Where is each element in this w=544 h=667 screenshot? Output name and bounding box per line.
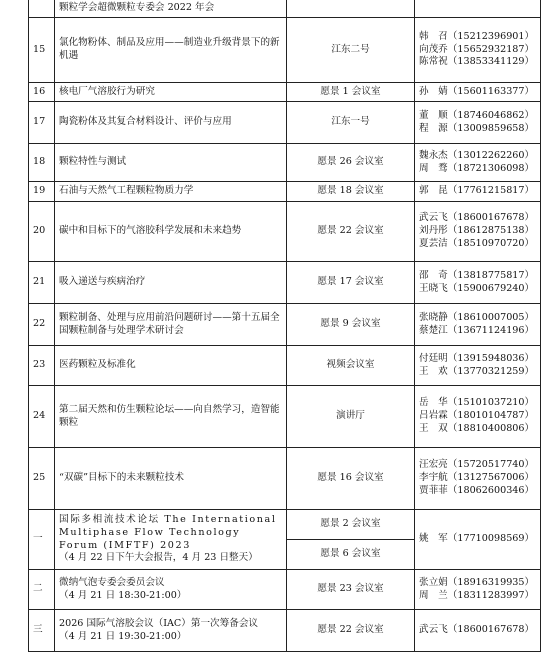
schedule-table [28, 0, 541, 652]
session-contacts [415, 202, 541, 262]
contact-line: 付廷明（13915948036） [419, 352, 535, 364]
session-topic: 吸入递送与疾病治疗 [55, 262, 287, 304]
table-row [29, 570, 541, 610]
contact-line: 魏永杰（13012262260） [419, 149, 535, 161]
contact-line: 武云飞（18600167678） [419, 212, 535, 224]
session-room: 愿景 26 会议室 [287, 144, 415, 182]
session-contacts [415, 570, 541, 610]
session-room: 演讲厅 [287, 386, 415, 448]
row-number: 15 [29, 18, 55, 83]
session-topic: 碳中和目标下的气溶胶科学发展和未来趋势 [55, 202, 287, 262]
contact-line: 武云飞（18600167678） [419, 624, 535, 636]
contact-line: 陈常祝（13853341129） [419, 56, 535, 68]
session-room: 愿景 22 会议室 [287, 610, 415, 652]
table-row [29, 346, 541, 386]
table-row [29, 182, 541, 202]
contact-line: 蔡楚江（13671124196） [419, 324, 535, 336]
session-room: 愿景 18 会议室 [287, 182, 415, 202]
contact-line: 姚 军（17710098569） [419, 533, 535, 545]
contact-line: 贾菲菲（18062600346） [419, 484, 535, 496]
contact-line: 张晓静（18610007005） [419, 311, 535, 323]
session-topic [55, 510, 287, 570]
contact-line: 王 双（18810400806） [419, 422, 535, 434]
session-topic: 颗粒学会超微颗粒专委会 2022 年会 [55, 0, 287, 18]
row-number: 18 [29, 144, 55, 182]
session-room: 愿景 6 会议室 [287, 540, 415, 570]
session-contacts [415, 386, 541, 448]
table-row [29, 262, 541, 304]
session-room: 愿景 23 会议室 [287, 570, 415, 610]
contact-line: 邵 奇（13818775817） [419, 269, 535, 281]
contact-line: 刘丹彤（18612875138） [419, 225, 535, 237]
session-topic: 第二届天然和仿生颗粒论坛——向自然学习，造智能颗粒 [55, 386, 287, 448]
table-row [29, 448, 541, 510]
session-contacts [415, 83, 541, 102]
table-row [29, 386, 541, 448]
row-number: 16 [29, 83, 55, 102]
topic-note: （4 月 21 日 19:30-21:00） [59, 630, 187, 642]
session-contacts [415, 304, 541, 346]
table-row [29, 144, 541, 182]
session-contacts [415, 102, 541, 144]
contact-line: 董 顺（18746046862） [419, 109, 535, 121]
session-contacts [415, 182, 541, 202]
session-contacts [415, 262, 541, 304]
row-number: 19 [29, 182, 55, 202]
session-room: 愿景 1 会议室 [287, 83, 415, 102]
session-contacts [415, 610, 541, 652]
session-contacts [415, 144, 541, 182]
row-number: 三 [29, 610, 55, 652]
session-topic: 氯化物粉体、制品及应用——制造业升级背景下的新机遇 [55, 18, 287, 83]
row-number: 21 [29, 262, 55, 304]
session-topic: 陶瓷粉体及其复合材料设计、评价与应用 [55, 102, 287, 144]
topic-line: 2026 国际气溶胶会议（IAC）第一次筹备会议 [59, 617, 259, 629]
session-room: 愿景 2 会议室 [287, 510, 415, 540]
session-topic: 医药颗粒及标准化 [55, 346, 287, 386]
row-number: 23 [29, 346, 55, 386]
session-room: 江东一号 [287, 102, 415, 144]
session-room [287, 0, 415, 18]
session-room: 江东二号 [287, 18, 415, 83]
topic-line: 微纳气泡专委会委员会议 [59, 576, 165, 588]
contact-line: 李宇航（13127567006） [419, 472, 535, 484]
session-room: 愿景 22 会议室 [287, 202, 415, 262]
session-contacts [415, 448, 541, 510]
table-row [29, 510, 541, 540]
table-row [29, 0, 541, 18]
row-number [29, 0, 55, 18]
session-room: 愿景 17 会议室 [287, 262, 415, 304]
topic-note: （4 月 21 日 18:30-21:00） [59, 589, 187, 601]
topic-line: 国际多相流技术论坛 The International Multiphase Flow Technology Forum (IMFTF) 2023 [59, 513, 277, 551]
row-number: 二 [29, 570, 55, 610]
row-number: 24 [29, 386, 55, 448]
contact-line: 岳 华（15101037210） [419, 397, 535, 409]
contact-line: 韩 召（15212396901） [419, 30, 535, 42]
topic-note: （4 月 22 日下午大会报告，4 月 23 日整天） [59, 552, 258, 564]
session-topic [55, 570, 287, 610]
table-row [29, 304, 541, 346]
row-number: 20 [29, 202, 55, 262]
session-room: 视频会议室 [287, 346, 415, 386]
session-topic [55, 610, 287, 652]
session-contacts [415, 510, 541, 570]
contact-line: 王晓飞（15900679240） [419, 282, 535, 294]
session-contacts [415, 0, 541, 18]
contact-line: 周 骛（18721306098） [419, 162, 535, 174]
row-number: 一 [29, 510, 55, 570]
contact-line: 王 欢（13770321259） [419, 365, 535, 377]
session-contacts [415, 346, 541, 386]
session-topic: 石油与天然气工程颗粒物质力学 [55, 182, 287, 202]
table-row [29, 610, 541, 652]
row-number: 25 [29, 448, 55, 510]
session-contacts [415, 18, 541, 83]
contact-line: 程 源（13009859658） [419, 122, 535, 134]
session-topic: 颗粒制备、处理与应用前沿问题研讨——第十五届全国颗粒制备与处理学术研讨会 [55, 304, 287, 346]
row-number: 22 [29, 304, 55, 346]
row-number: 17 [29, 102, 55, 144]
session-room: 愿景 9 会议室 [287, 304, 415, 346]
session-topic: 颗粒特性与测试 [55, 144, 287, 182]
contact-line: 吕岩霖（18010104787） [419, 410, 535, 422]
table-row [29, 18, 541, 83]
session-topic: “双碳”目标下的未来颗粒技术 [55, 448, 287, 510]
contact-line: 汪宏亮（15720517740） [419, 459, 535, 471]
session-room: 愿景 16 会议室 [287, 448, 415, 510]
contact-line: 向茂乔（15652932187） [419, 43, 535, 55]
contact-line: 孙 婧（15601163377） [419, 85, 535, 97]
contact-line: 周 兰（18311283997） [419, 589, 535, 601]
contact-line: 夏芸洁（18510970720） [419, 237, 535, 249]
table-row [29, 202, 541, 262]
session-topic: 核电厂气溶胶行为研究 [55, 83, 287, 102]
table-row [29, 83, 541, 102]
table-row [29, 102, 541, 144]
contact-line: 郭 昆（17761215817） [419, 185, 535, 197]
contact-line: 张立娟（18916319935） [419, 576, 535, 588]
